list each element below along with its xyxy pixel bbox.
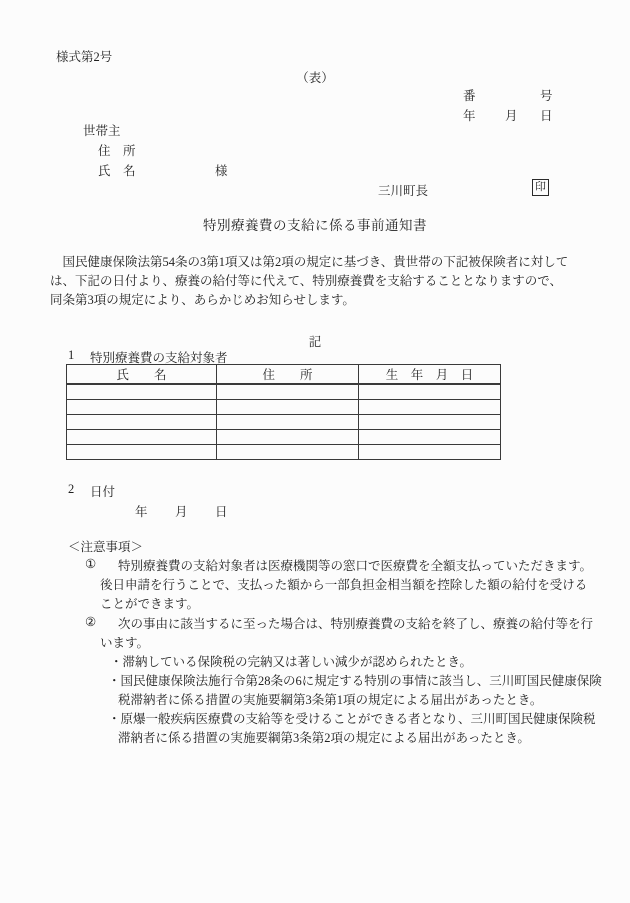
recipient-householder-label: 世帯主 (83, 124, 121, 138)
seal-mark: 印 (532, 179, 549, 196)
table-cell-address (217, 430, 359, 445)
note-item-2-marker: ② (85, 615, 97, 629)
note-item-1-line: ことができます。 (100, 597, 200, 611)
table-cell-address (217, 415, 359, 430)
section1-title: 特別療養費の支給対象者 (90, 351, 228, 365)
issue-date-month-label: 月 (505, 109, 518, 123)
section2-day-label: 日 (215, 505, 228, 519)
table-row (67, 415, 501, 430)
table-cell-name (67, 400, 217, 415)
note-item-1-line: 特別療養費の支給対象者は医療機関等の窓口で医療費を全額支払っていただきます。 (118, 559, 593, 573)
record-marker: 記 (308, 335, 322, 349)
table-cell-birthdate (359, 415, 501, 430)
issue-date-day-label: 日 (540, 109, 553, 123)
table-cell-birthdate (359, 445, 501, 460)
note-bullet: ・原爆一般疾病医療費の支給等を受けることができる者となり、三川町国民健康保険税 (108, 712, 596, 726)
page-side-label: （表） (296, 71, 334, 85)
table-cell-birthdate (359, 430, 501, 445)
note-item-1-marker: ① (85, 557, 97, 571)
table-header-address: 住 所 (217, 365, 359, 385)
document-title: 特別療養費の支給に係る事前通知書 (203, 218, 427, 233)
table-row (67, 384, 501, 400)
section2-year-label: 年 (135, 505, 148, 519)
note-item-2-line: 次の事由に該当するに至った場合は、特別療養費の支給を終了し、療養の給付等を行 (118, 617, 594, 631)
note-bullet: ・国民健康保険法施行令第28条の6に規定する特別の事情に該当し、三川町国民健康保険 (108, 674, 602, 688)
note-item-1-line: 後日申請を行うことで、支払った額から一部負担金相当額を控除した額の給付を受ける (100, 578, 588, 592)
note-bullet: ・滞納している保険税の完納又は著しい減少が認められたとき。 (110, 655, 473, 669)
section2-number: 2 (68, 482, 75, 496)
table-row (67, 445, 501, 460)
table-cell-address (217, 384, 359, 400)
note-bullet-continuation: 滞納者に係る措置の実施要綱第3条第2項の規定による届出があったとき。 (118, 731, 530, 745)
number-suffix: 号 (540, 89, 553, 103)
table-cell-name (67, 445, 217, 460)
note-item-2-line: います。 (100, 636, 150, 650)
form-number: 様式第2号 (56, 50, 113, 64)
body-line: 同条第3項の規定により、あらかじめお知らせします。 (50, 293, 355, 307)
table-cell-birthdate (359, 400, 501, 415)
table-cell-address (217, 400, 359, 415)
notes-heading: ＜注意事項＞ (68, 540, 144, 554)
issue-date-year-label: 年 (463, 109, 476, 123)
table-header-birthdate: 生 年 月 日 (359, 365, 501, 385)
section2-month-label: 月 (175, 505, 188, 519)
body-line: 国民健康保険法第54条の3第1項又は第2項の規定に基づき、貴世帯の下記被保険者に対して (50, 255, 569, 269)
table-row (67, 430, 501, 445)
section2-title: 日付 (90, 485, 116, 499)
section1-number: 1 (68, 348, 75, 362)
table-row (67, 400, 501, 415)
table-cell-name (67, 415, 217, 430)
table-header-row (67, 365, 501, 385)
number-label: 番 (463, 89, 476, 103)
recipient-honorific: 様 (215, 164, 228, 178)
issuer-title: 三川町長 (378, 184, 429, 198)
table-cell-name (67, 384, 217, 400)
table-cell-name (67, 430, 217, 445)
table-header-name: 氏 名 (67, 365, 217, 385)
table-cell-birthdate (359, 384, 501, 400)
recipient-address-label: 住 所 (98, 144, 136, 158)
note-bullet-continuation: 税滞納者に係る措置の実施要綱第3条第1項の規定による届出があったとき。 (118, 693, 543, 707)
subject-table (66, 364, 501, 460)
recipient-name-label: 氏 名 (98, 164, 136, 178)
body-line: は、下記の日付より、療養の給付等に代えて、特別療養費を支給することとなりますので、 (50, 274, 563, 288)
table-cell-address (217, 445, 359, 460)
